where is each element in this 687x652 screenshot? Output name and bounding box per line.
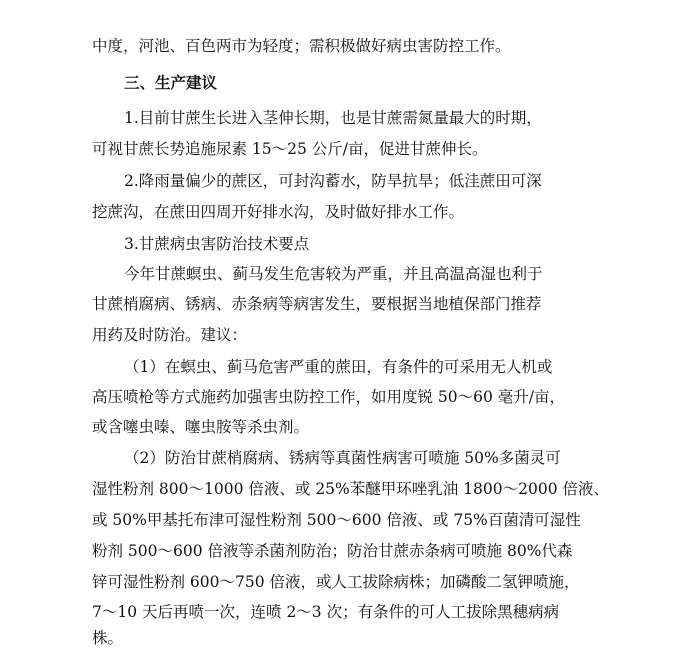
- text-line-11: （1）在螟虫、蓟马危害严重的蔗田，有条件的可采用无人机或: [124, 358, 553, 376]
- text-line-20: 株。: [92, 629, 124, 647]
- text-line-16: 或 50%甲基托布津可湿性粉剂 500～600 倍液、或 75%百菌清可湿性: [92, 511, 581, 529]
- text-line-5: 2.降雨量偏少的蔗区，可封沟蓄水，防旱抗旱；低洼蔗田可深: [124, 172, 542, 190]
- text-line-19: 7～10 天后再喷一次，连喷 2～3 次；有条件的可人工拔除黑穗病病: [92, 603, 560, 621]
- text-line-7: 3.甘蔗病虫害防治技术要点: [124, 235, 310, 253]
- text-line-3: 1.目前甘蔗生长进入茎伸长期，也是甘蔗需氮量最大的时期，: [124, 109, 542, 127]
- text-line-9: 甘蔗梢腐病、锈病、赤条病等病害发生，要根据当地植保部门推荐: [92, 295, 542, 313]
- text-line-15: 湿性粉剂 800～1000 倍液、或 25%苯醚甲环唑乳油 1800～2000 倍液、: [92, 480, 610, 498]
- section-heading: 三、生产建议: [124, 74, 218, 92]
- text-line-13: 或含噻虫嗪、噻虫胺等杀虫剂。: [92, 418, 310, 436]
- text-line-14: （2）防治甘蔗梢腐病、锈病等真菌性病害可喷施 50%多菌灵可: [124, 449, 561, 467]
- text-line-10: 用药及时防治。建议：: [92, 326, 248, 344]
- text-line-8: 今年甘蔗螟虫、蓟马发生危害较为严重，并且高温高湿也利于: [124, 265, 543, 283]
- text-line-6: 挖蔗沟，在蔗田四周开好排水沟，及时做好排水工作。: [92, 203, 465, 221]
- text-line-18: 锌可湿性粉剂 600～750 倍液，或人工拔除病株；加磷酸二氢钾喷施，: [92, 573, 580, 591]
- text-line-17: 粉剂 500～600 倍液等杀菌剂防治；防治甘蔗赤条病可喷施 80%代森: [92, 542, 573, 560]
- text-line-1: 中度，河池、百色两市为轻度；需积极做好病虫害防控工作。: [92, 37, 511, 55]
- text-line-12: 高压喷枪等方式施药加强害虫防控工作，如用度锐 50～60 毫升/亩，: [92, 388, 566, 406]
- text-line-4: 可视甘蔗长势追施尿素 15～25 公斤/亩，促进甘蔗伸长。: [92, 140, 488, 158]
